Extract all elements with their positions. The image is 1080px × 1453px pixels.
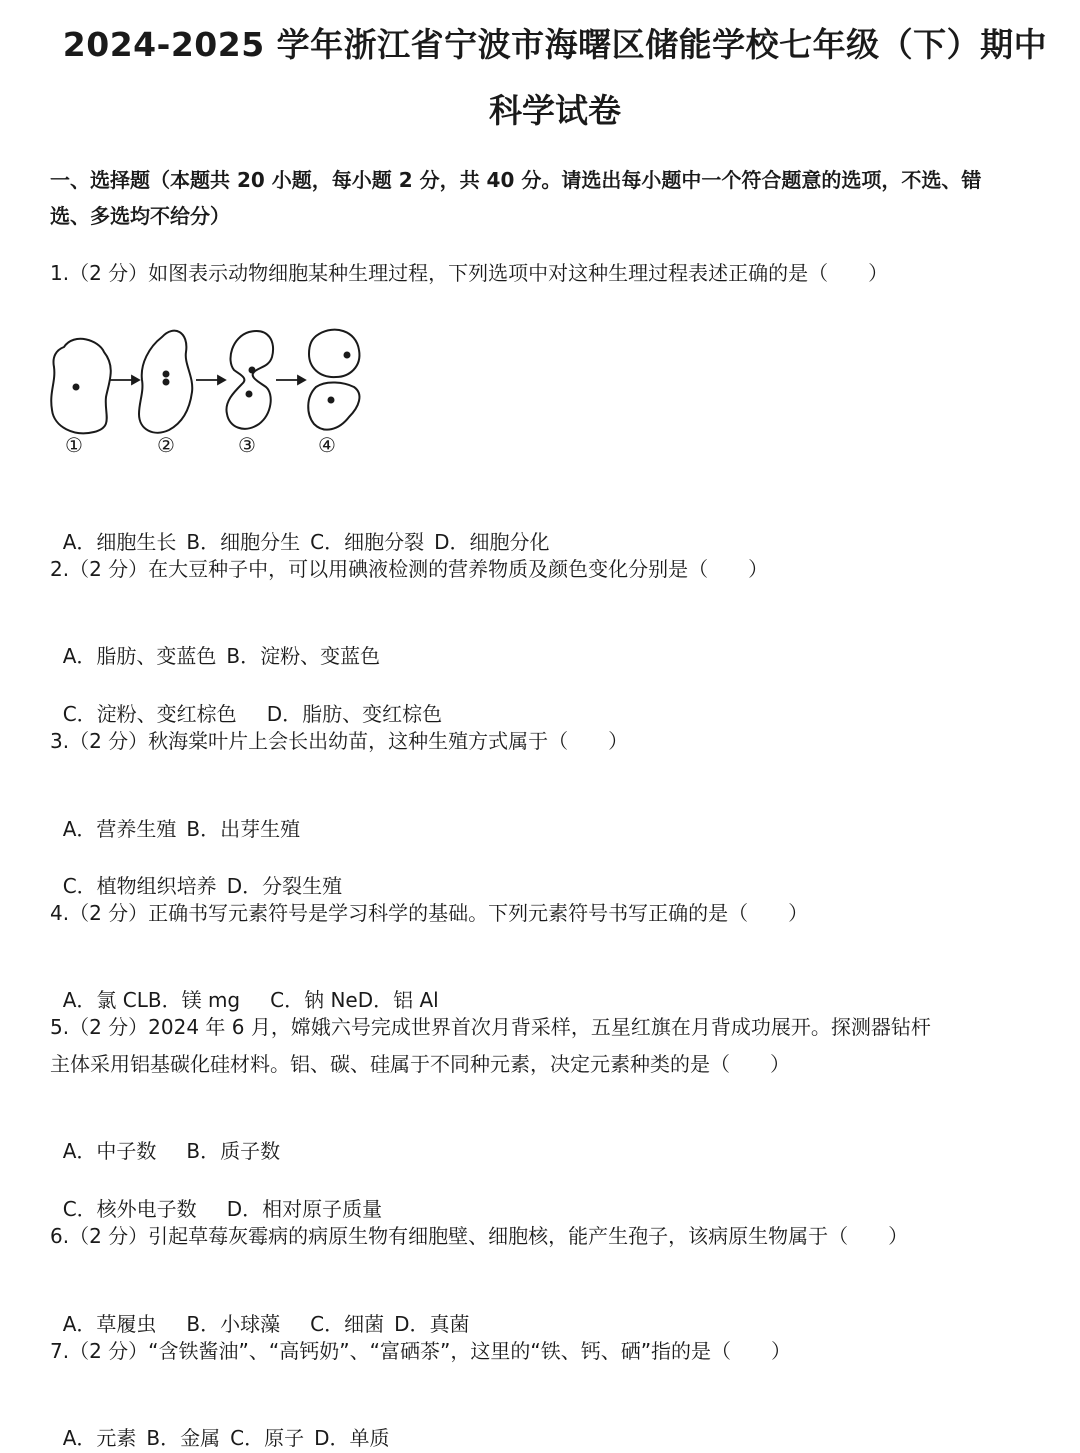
question-7-stem: 7.（2 分）“含铁酱油”、“高钙奶”、“富硒茶”，这里的“铁、钙、硒”指的是（ ）: [50, 1339, 792, 1363]
option-d[interactable]: D．脂肪、变红棕色: [266, 702, 443, 726]
option-b[interactable]: B．细胞分生: [186, 530, 301, 554]
option-c[interactable]: C．细胞分裂: [310, 530, 425, 554]
option-a[interactable]: A．氯 CL: [62, 988, 148, 1012]
cell-4-top-outline: [309, 330, 359, 377]
option-b[interactable]: B．镁 mg: [147, 988, 241, 1012]
figure-label-4: ④: [318, 433, 336, 457]
question-6-options: [50, 1279, 470, 1339]
option-c[interactable]: C．植物组织培养: [62, 874, 217, 898]
option-b[interactable]: B．小球藻: [186, 1312, 281, 1336]
page-title-line-1: 2024-2025 学年浙江省宁波市海曙区储能学校七年级（下）期中: [62, 25, 1048, 64]
nucleus-3b: [246, 391, 253, 398]
option-c[interactable]: C．钠 Ne: [270, 988, 358, 1012]
option-b[interactable]: B．金属: [146, 1426, 221, 1450]
option-d[interactable]: D．铝 Al: [357, 988, 439, 1012]
question-3-options-row-2: [50, 841, 342, 901]
question-5-stem-line-2: 主体采用铝基碳化硅材料。铝、碳、硅属于不同种元素，决定元素种类的是（ ）: [50, 1052, 790, 1076]
option-c[interactable]: C．原子: [230, 1426, 305, 1450]
figure-label-2: ②: [157, 433, 175, 457]
option-c[interactable]: C．核外电子数: [62, 1197, 197, 1221]
cell-1-outline: [51, 339, 111, 433]
option-c[interactable]: C．淀粉、变红棕色: [62, 702, 237, 726]
nucleus-2b: [163, 379, 170, 386]
option-a[interactable]: A．草履虫: [62, 1312, 157, 1336]
question-1-stem: 1.（2 分）如图表示动物细胞某种生理过程，下列选项中对这种生理过程表述正确的是（ ）: [50, 261, 889, 285]
option-a[interactable]: A．元素: [62, 1426, 137, 1450]
option-d[interactable]: D．分裂生殖: [226, 874, 343, 898]
option-b[interactable]: B．出芽生殖: [186, 817, 301, 841]
option-c[interactable]: C．细菌: [310, 1312, 385, 1336]
option-b[interactable]: B．质子数: [186, 1139, 281, 1163]
question-5-stem-line-1: 5.（2 分）2024 年 6 月，嫦娥六号完成世界首次月背采样，五星红旗在月背成功展开。探测器钻杆: [50, 1015, 931, 1039]
question-7-options: [50, 1393, 390, 1453]
question-4-stem: 4.（2 分）正确书写元素符号是学习科学的基础。下列元素符号书写正确的是（ ）: [50, 901, 809, 925]
option-a[interactable]: A．细胞生长: [62, 530, 177, 554]
question-3-options-row-1: [50, 784, 300, 844]
option-a[interactable]: A．中子数: [62, 1139, 157, 1163]
question-5-options-row-1: [50, 1106, 280, 1166]
question-2-options-row-1: [50, 611, 380, 671]
page-title-line-2: 科学试卷: [489, 91, 621, 130]
option-d[interactable]: D．单质: [314, 1426, 390, 1450]
question-4-options: [50, 955, 439, 1015]
option-a[interactable]: A．脂肪、变蓝色: [62, 644, 217, 668]
option-b[interactable]: B．淀粉、变蓝色: [226, 644, 381, 668]
question-6-stem: 6.（2 分）引起草莓灰霉病的病原生物有细胞壁、细胞核，能产生孢子，该病原生物属于（ ）: [50, 1224, 909, 1248]
option-a[interactable]: A．营养生殖: [62, 817, 177, 841]
nucleus-4b: [328, 397, 335, 404]
question-3-stem: 3.（2 分）秋海棠叶片上会长出幼苗，这种生殖方式属于（ ）: [50, 729, 629, 753]
figure-label-3: ③: [238, 433, 256, 457]
section-heading: 一、选择题（本题共 20 小题，每小题 2 分，共 40 分。请选出每小题中一个符合题意的选项，不选、错选、多选均不给分）: [50, 168, 982, 228]
cell-division-diagram: [44, 322, 374, 462]
nucleus-1: [73, 384, 80, 391]
question-5-options-row-2: [50, 1164, 382, 1224]
option-d[interactable]: D．相对原子质量: [226, 1197, 383, 1221]
question-1-options: [50, 497, 550, 557]
question-2-stem: 2.（2 分）在大豆种子中，可以用碘液检测的营养物质及颜色变化分别是（ ）: [50, 557, 769, 581]
nucleus-3a: [249, 367, 256, 374]
nucleus-4a: [344, 352, 351, 359]
figure-label-1: ①: [65, 433, 83, 457]
option-d[interactable]: D．真菌: [394, 1312, 470, 1336]
cell-4-bottom-outline: [308, 382, 359, 429]
option-d[interactable]: D．细胞分化: [434, 530, 550, 554]
question-2-options-row-2: [50, 669, 442, 729]
cell-3-outline: [226, 331, 273, 429]
nucleus-2a: [163, 371, 170, 378]
